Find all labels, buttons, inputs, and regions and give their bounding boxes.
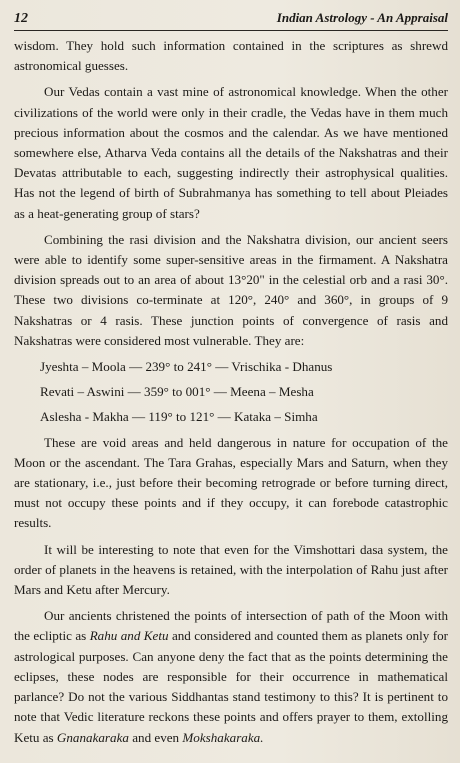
running-title: Indian Astrology - An Appraisal [276, 10, 448, 25]
paragraph-3: Combining the rasi division and the Nakshatra division, our ancient seers were able to identify some super-sensitive areas in the firmament. A Nakshatra division spreads out to an area of about 13°20" in the celestial orb and a rasi 30°. These two divisions co-terminate at 120°, 240° and 360°, in groups of 9 Nakshatras or 4 rasis. These junction points of convergence of rasis and Nakshatras were considered most vulnerable. They are: [14, 231, 448, 348]
running-header [14, 10, 448, 31]
junction-entry-2: Revati – Aswini — 359° to 001° — Meena – Mesha [40, 384, 314, 400]
junction-entry-1: Jyeshta – Moola — 239° to 241° — Vrischika - Dhanus [40, 359, 333, 375]
paragraph-6-text-c: and considered and counted them as planets only for astrological purposes. Can anyone deny the fact that as the points determining the eclipses, these nodes are responsible for their occurrence in mathematical parlance? Do not the various Siddhantas stand testimony to this? It is pertinent to note that Vedic literature reckons these points and offers prayer to them, extolling Ketu as [14, 628, 448, 745]
paragraph-5: It will be interesting to note that even for the Vimshottari dasa system, the order of planets in the heavens is retained, with the interpolation of Rahu just after Mars and Ketu after Mercury. [14, 541, 448, 598]
rahu-ketu-term: Rahu and Ketu [89, 628, 169, 644]
mokshakaraka-term: Mokshakaraka. [182, 729, 264, 745]
page-body [14, 36, 448, 748]
paragraph-6-text-e: and even [128, 729, 183, 745]
page-number: 12 [14, 11, 28, 26]
paragraph-4: These are void areas and held dangerous in nature for occupation of the Moon or the ascendant. The Tara Grahas, especially Mars and Saturn, when they are stationary, i.e., just before their becoming retrograde or before turning direct, must not occupy these points and if they occupy, it can forebode catastrophic results. [14, 434, 448, 531]
gnanakaraka-term: Gnanakaraka [56, 729, 129, 745]
junction-entry-3: Aslesha - Makha — 119° to 121° — Kataka – Simha [40, 409, 318, 425]
paragraph-2: Our Vedas contain a vast mine of astronomical knowledge. When the other civilizations of the world were only in their cradle, the Vedas have in them much precious information about the cosmos and the calendar. As we have mentioned somewhere else, Atharva Veda contains all the details of the Nakshatras and their Devatas attributable to each, suggesting indirectly their astrophysical qualities. Has not the legend of birth of Subrahmanya has something to tell about Pleiades as a heat-generating group of stars? [14, 84, 448, 221]
paragraph-6 [14, 606, 448, 747]
paragraph-6-text-a: Our ancients christened the points of intersection of path of the Moon with the ecliptic as [14, 608, 448, 644]
paragraph-1: wisdom. They hold such information contained in the scriptures as shrewd astronomical guesses. [14, 38, 448, 74]
